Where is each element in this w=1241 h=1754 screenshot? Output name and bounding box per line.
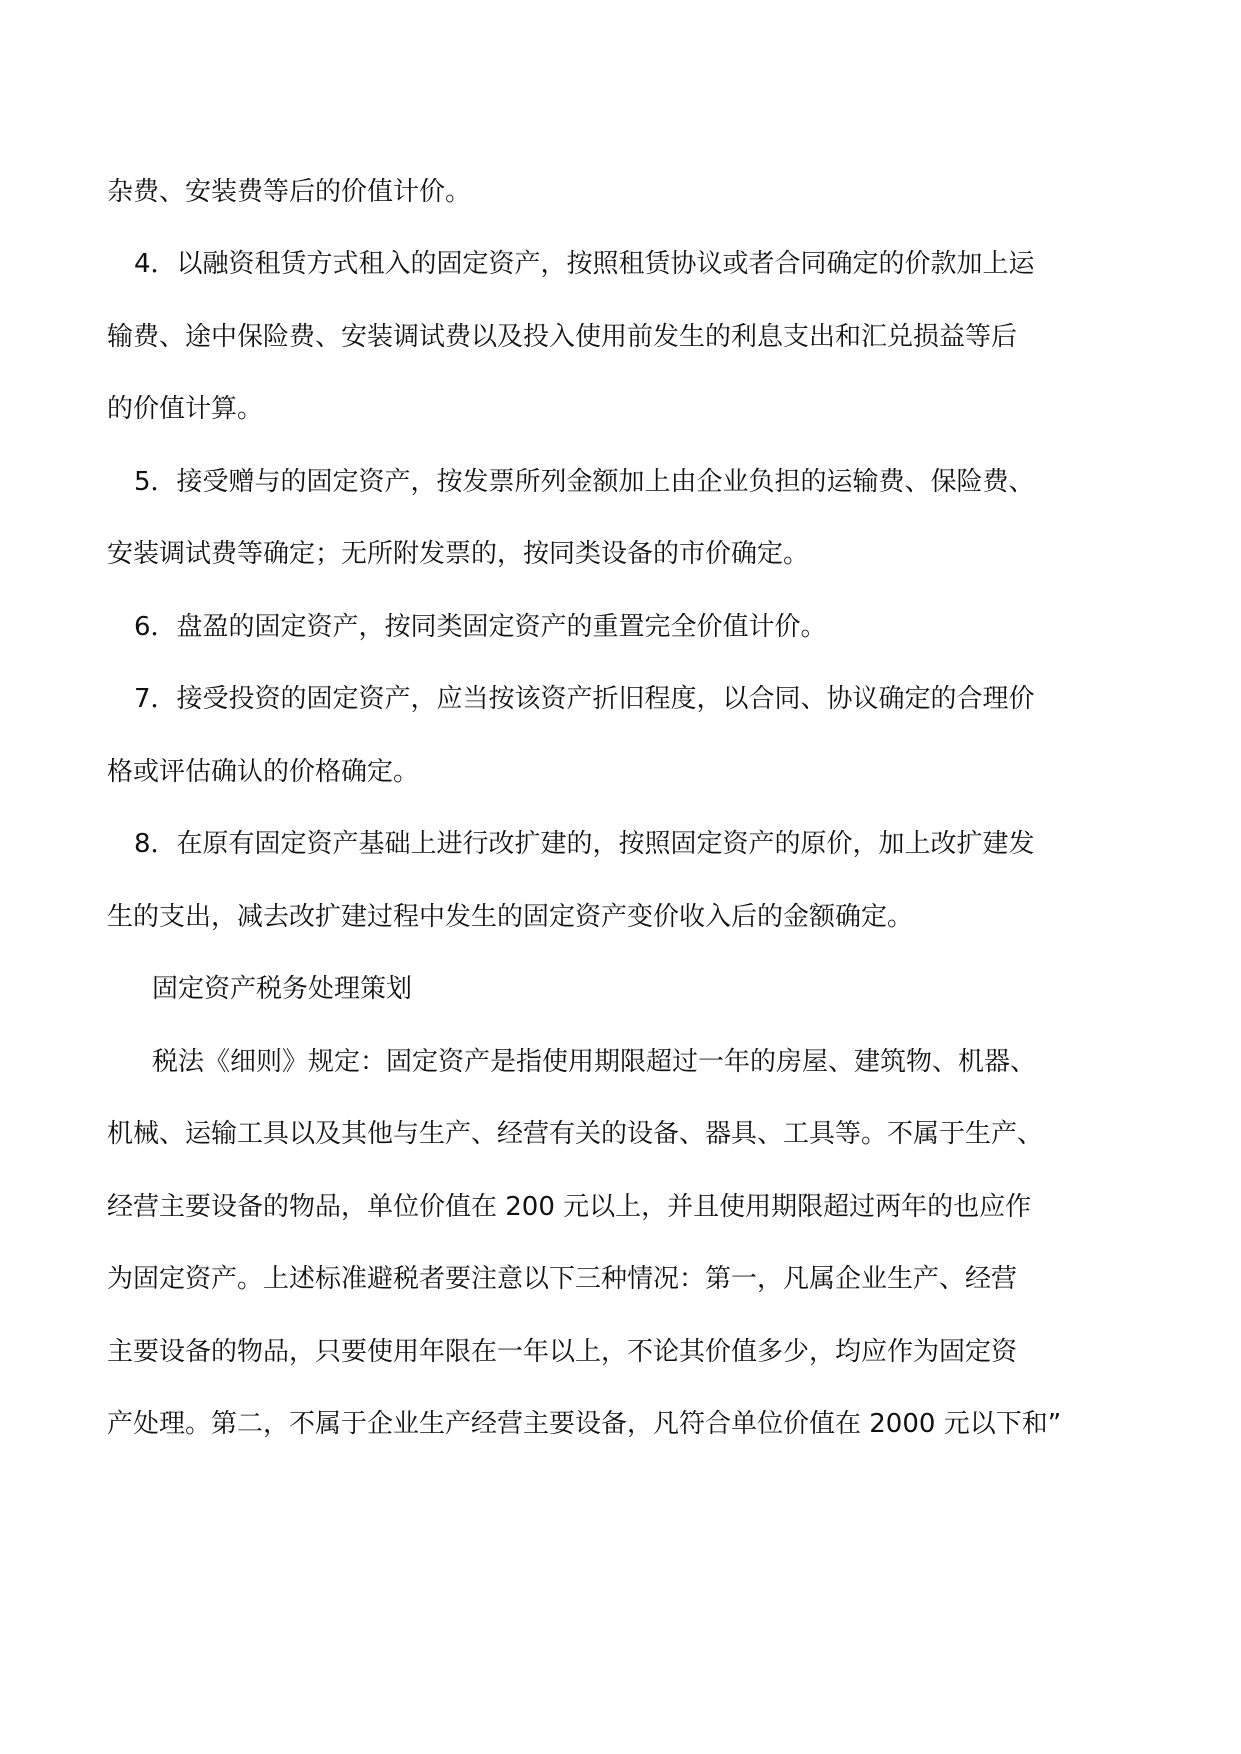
text-line: 的价值计算。: [107, 394, 264, 424]
text-line: 杂费、安装费等后的价值计价。: [107, 177, 472, 207]
text-line: 7．接受投资的固定资产，应当按该资产折旧程度，以合同、协议确定的合理价: [134, 684, 1035, 714]
text-line: 4．以融资租赁方式租入的固定资产，按照租赁协议或者合同确定的价款加上运: [134, 249, 1035, 279]
text-line: 税法《细则》规定：固定资产是指使用期限超过一年的房屋、建筑物、机器、: [152, 1047, 1037, 1077]
text-line: 8．在原有固定资产基础上进行改扩建的，按照固定资产的原价，加上改扩建发: [134, 829, 1035, 859]
text-line: 6．盘盈的固定资产，按同类固定资产的重置完全价值计价。: [134, 612, 827, 642]
section-heading: 固定资产税务处理策划: [152, 974, 413, 1004]
text-line: 安装调试费等确定；无所附发票的，按同类设备的市价确定。: [107, 539, 810, 569]
text-line: 机械、运输工具以及其他与生产、经营有关的设备、器具、工具等。不属于生产、: [107, 1119, 1044, 1149]
text-line: 生的支出，减去改扩建过程中发生的固定资产变价收入后的金额确定。: [107, 902, 914, 932]
text-line: 经营主要设备的物品，单位价值在 200 元以上，并且使用期限超过两年的也应作: [107, 1192, 1032, 1222]
text-line: 格或评估确认的价格确定。: [107, 757, 420, 787]
text-line: 产处理。第二，不属于企业生产经营主要设备，凡符合单位价值在 2000 元以下和”: [107, 1409, 1062, 1439]
text-line: 输费、途中保险费、安装调试费以及投入使用前发生的利息支出和汇兑损益等后: [107, 322, 1018, 352]
text-line: 主要设备的物品，只要使用年限在一年以上，不论其价值多少，均应作为固定资: [107, 1337, 1018, 1367]
text-line: 5．接受赠与的固定资产，按发票所列金额加上由企业负担的运输费、保险费、: [134, 467, 1035, 497]
text-line: 为固定资产。上述标准避税者要注意以下三种情况：第一，凡属企业生产、经营: [107, 1264, 1018, 1294]
